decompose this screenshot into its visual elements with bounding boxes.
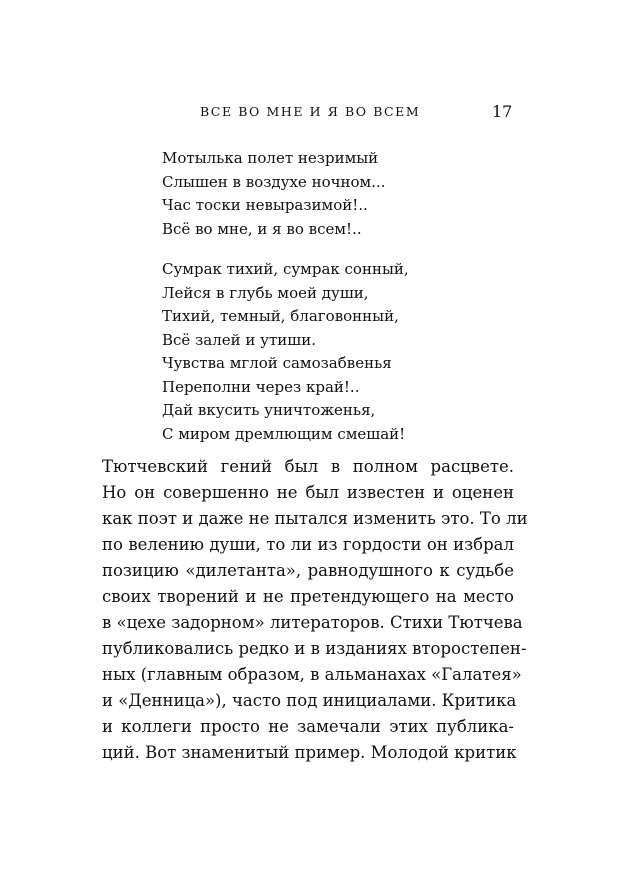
poem-line: Тихий, темный, благовонный, <box>162 307 399 325</box>
paragraph-line: и коллеги просто не замечали этих публика- <box>102 717 514 736</box>
poem-line: С миром дремлющим смешай! <box>162 424 406 443</box>
poem-line: Мотылька полет незримый <box>162 149 379 167</box>
paragraph-line: ций. Вот знаменитый пример. Молодой критик <box>102 743 517 762</box>
poem-line: Всё залей и утиши. <box>162 330 316 349</box>
running-title: ВСЕ ВО МНЕ И Я ВО ВСЕМ <box>200 104 421 119</box>
paragraph-line: по велению души, то ли из гордости он избрал <box>102 535 514 554</box>
body-paragraph <box>102 454 528 766</box>
poem-line: Слышен в воздухе ночном... <box>162 172 386 191</box>
paragraph-line: как поэт и даже не пытался изменить это. То ли <box>102 509 528 528</box>
paragraph-line: позицию «дилетанта», равнодушного к судьбе <box>102 561 514 580</box>
poem-line: Всё во мне, и я во всем!.. <box>162 219 362 238</box>
paragraph-line: в «цехе задорном» литераторов. Стихи Тютчева <box>102 613 523 632</box>
poem-stanza-1 <box>162 147 386 241</box>
paragraph-line: своих творений и не претендующего на место <box>102 587 514 606</box>
paragraph-line: ных (главным образом, в альманахах «Галатея» <box>102 665 522 684</box>
poem-stanza-2 <box>162 258 409 446</box>
poem-line: Лейся в глубь моей души, <box>162 283 369 302</box>
poem-line: Переполни через край!.. <box>162 377 360 396</box>
page-number: 17 <box>492 102 513 121</box>
paragraph-line: Тютчевский гений был в полном расцвете. <box>102 457 514 476</box>
poem-line: Дай вкусить уничтоженья, <box>162 401 376 419</box>
paragraph-line: публиковались редко и в изданиях второстепен- <box>102 639 527 658</box>
paragraph-line: Но он совершенно не был известен и оценен <box>102 483 514 502</box>
paragraph-line: и «Денница»), часто под инициалами. Критика <box>102 691 517 710</box>
poem-line: Час тоски невыразимой!.. <box>162 196 368 214</box>
poem-line: Чувства мглой самозабвенья <box>162 354 392 372</box>
poem-line: Сумрак тихий, сумрак сонный, <box>162 260 409 278</box>
